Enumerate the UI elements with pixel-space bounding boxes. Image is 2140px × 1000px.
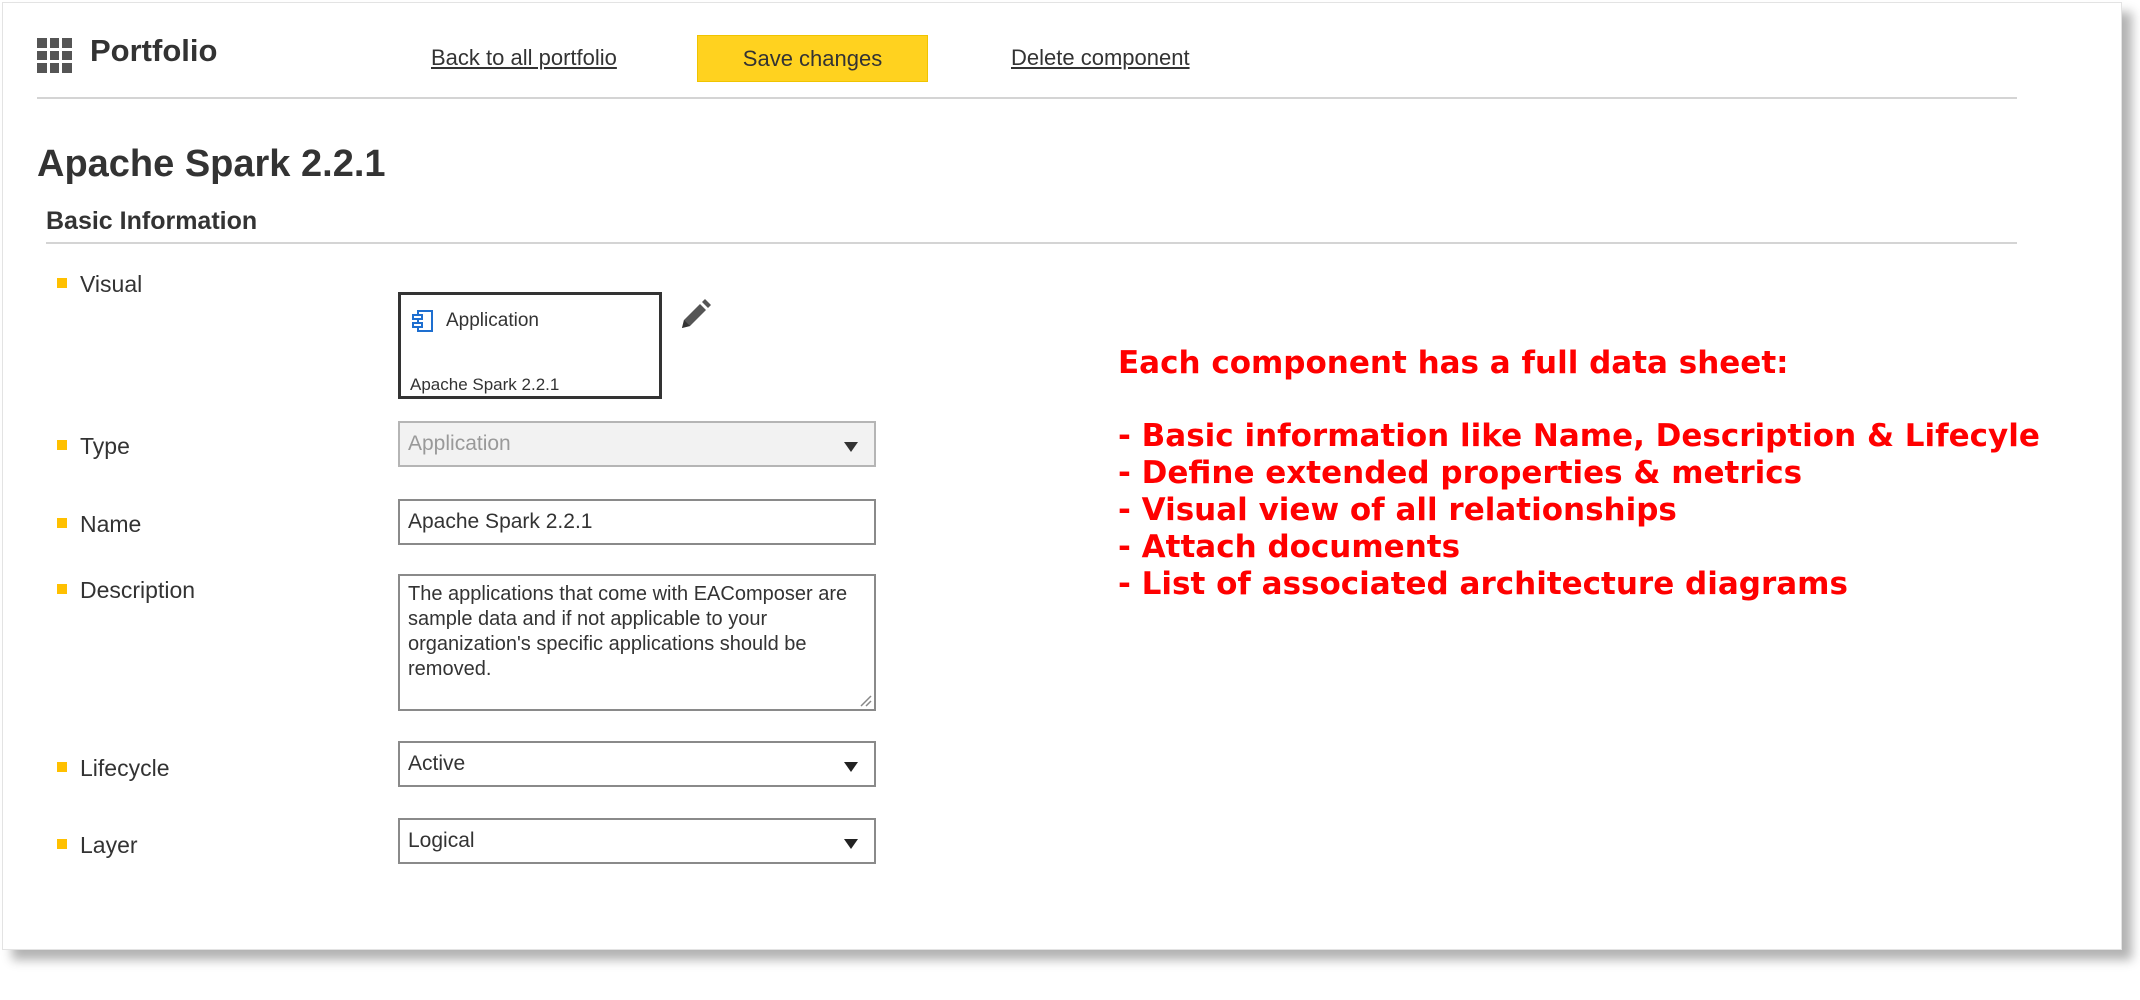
annotation-point: - Define extended properties & metrics [1118,455,1803,491]
description-value: The applications that come with EAComposer are sample data and if not applicable to your organization's specific applications should be removed. [408,583,848,680]
chevron-down-icon [844,839,858,849]
resize-handle-icon[interactable] [858,693,872,707]
layer-select[interactable] [398,818,876,864]
app-title: Portfolio [90,33,218,68]
back-to-portfolio-link[interactable]: Back to all portfolio [431,45,617,70]
type-label: Type [57,433,130,460]
visual-card[interactable] [398,292,662,399]
annotation-point: - Visual view of all relationships [1118,492,1677,528]
section-title: Basic Information [46,207,258,235]
lifecycle-label: Lifecycle [57,755,169,782]
lifecycle-value: Active [408,752,466,775]
lifecycle-select[interactable] [398,741,876,787]
visual-card-type: Application [446,310,539,331]
name-input[interactable] [398,499,876,545]
description-textarea[interactable] [398,574,876,711]
annotation-point: - Attach documents [1118,529,1461,565]
save-changes-button[interactable]: Save changes [697,35,928,82]
visual-card-name: Apache Spark 2.2.1 [410,375,560,394]
name-label: Name [57,511,141,538]
grid-menu-icon[interactable] [37,38,72,73]
chevron-down-icon [844,442,858,452]
chevron-down-icon [844,762,858,772]
layer-label: Layer [57,832,138,859]
header-divider [37,97,2017,99]
visual-label: Visual [57,271,142,298]
delete-component-link[interactable]: Delete component [1011,45,1190,70]
feature-annotation [1118,345,2040,603]
annotation-point: - List of associated architecture diagrams [1118,566,1848,602]
type-value: Application [408,432,511,455]
name-value: Apache Spark 2.2.1 [408,510,593,533]
section-divider [46,242,2017,244]
pencil-icon[interactable] [677,297,713,333]
page-title: Apache Spark 2.2.1 [37,143,386,185]
layer-value: Logical [408,829,475,852]
annotation-point: - Basic information like Name, Description & Lifecyle [1118,418,2040,454]
annotation-heading: Each component has a full data sheet: [1118,345,1789,381]
application-component-icon [412,309,434,333]
app-window [2,2,2122,950]
type-select[interactable] [398,421,876,467]
description-label: Description [57,577,195,604]
